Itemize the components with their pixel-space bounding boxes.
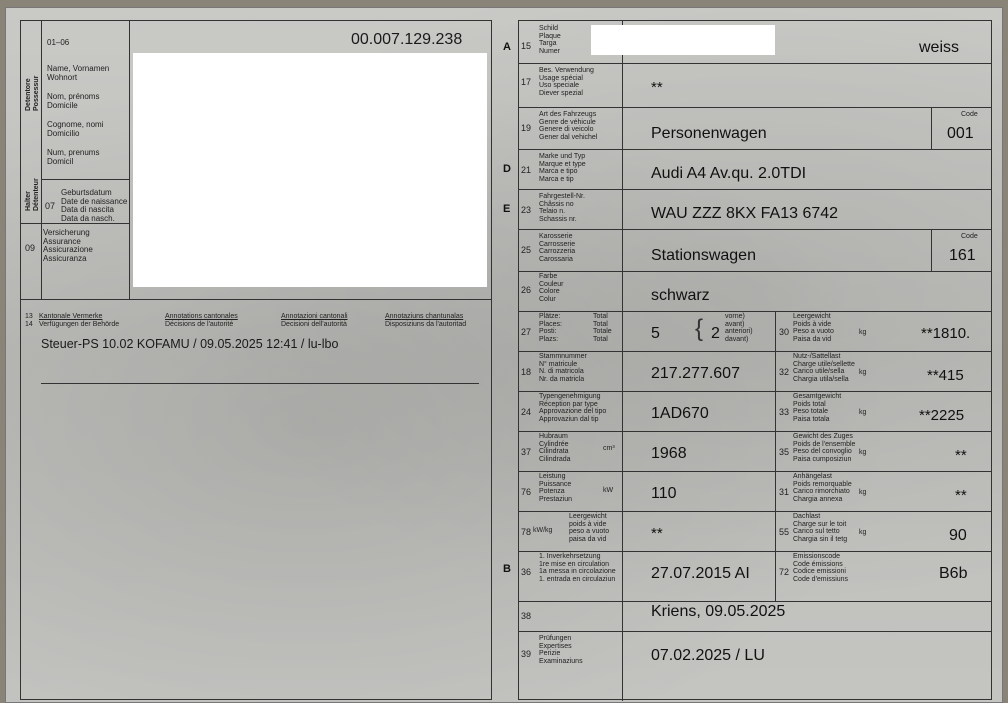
vehicle-panel: [503, 20, 992, 700]
label-seats: Plätze: Places: Posti: Plazs:: [539, 313, 562, 343]
special-use-value: **: [651, 79, 663, 96]
section-letter-a: A: [503, 41, 511, 53]
label-displacement: Hubraum Cylindrée Cilindrata Cilindrada: [539, 433, 571, 463]
field-num-27: 27: [521, 327, 532, 337]
plate-color-value: weiss: [919, 39, 960, 56]
vehicle-kind-value: Personenwagen: [651, 125, 767, 142]
power-weight-value: **: [651, 525, 663, 542]
notes-it: Annotazioni cantonali Decisioni dell'autorità: [281, 313, 348, 328]
field-num-72: 72: [779, 567, 790, 577]
color-value: schwarz: [651, 287, 710, 304]
train-weight-value: **: [955, 447, 967, 464]
label-inspections: Prüfungen Expertises Perizie Examinaziuns: [539, 635, 583, 665]
label-emission-code: Emissionscode Code émissions Codice emissioni Code d'emissiuns: [793, 553, 849, 583]
side-label-detentore: Detentore: [25, 78, 32, 111]
label-color: Farbe Couleur Colore Colur: [539, 273, 564, 303]
field-num-35: 35: [779, 447, 790, 457]
label-insurance: Versicherung Assurance Assicurazione Assicuranza: [43, 228, 93, 263]
field-num-78: 78: [521, 527, 532, 537]
label-master-number: Stammnummer N° matricule N. di matricola Nr. da matricla: [539, 353, 587, 383]
field-code-01: 01–06: [47, 38, 70, 47]
field-num-19: 19: [521, 123, 532, 133]
section-letter-d: D: [503, 163, 511, 175]
side-label-possessur: Possessur: [33, 75, 40, 111]
label-total-weight: Gesamtgewicht Poids total Peso totale Paisa totala: [793, 393, 842, 423]
label-birthdate: Geburtsdatum Date de naissance Data di nascita Data da nasch.: [61, 188, 128, 223]
type-approval-value: 1AD670: [651, 405, 709, 422]
notes-num: 13 14: [25, 313, 33, 328]
field-num-25: 25: [521, 245, 532, 255]
displacement-value: 1968: [651, 445, 687, 462]
label-vehicle-kind: Art des Fahrzeugs Genre de véhicule Genere di veicolo Gener dal vehichel: [539, 111, 598, 141]
section-letter-b: B: [503, 563, 511, 575]
unit-kg-55: kg: [859, 529, 867, 536]
power-value: 110: [651, 485, 677, 502]
unit-kg-33: kg: [859, 409, 867, 416]
master-number-value: 217.277.607: [651, 365, 740, 382]
payload-value: **415: [927, 367, 964, 384]
label-plate: Schild Plaque Targa Numer: [539, 25, 561, 55]
field-num-15: 15: [521, 41, 532, 51]
label-cognome: Cognome, nomi Domicilio: [47, 120, 104, 138]
trailer-load-value: **: [955, 487, 967, 504]
field-num-23: 23: [521, 205, 532, 215]
label-power-weight: Leergewicht poids à vide peso a vuoto paisa da vid: [569, 513, 610, 543]
unit-kg-32: kg: [859, 369, 867, 376]
total-weight-value: **2225: [919, 407, 965, 424]
document-number: 00.007.129.238: [351, 31, 463, 48]
empty-weight-value: **1810.: [921, 325, 971, 342]
steuer-note: Steuer-PS 10.02 KOFAMU / 09.05.2025 12:41 / lu-lbo: [41, 337, 339, 351]
label-chassis: Fahrgestell-Nr. Châssis no Telaio n. Schassis nr.: [539, 193, 585, 223]
roof-load-value: 90: [949, 527, 967, 544]
issue-place-date-value: Kriens, 09.05.2025: [651, 603, 786, 620]
front-seats-value: 2: [711, 325, 720, 342]
side-label-halter: Halter: [25, 191, 32, 211]
unit-kg-30: kg: [859, 329, 867, 336]
label-first-registration: 1. Inverkehrsetzung 1re mise en circulation 1a messa in circolazione 1. entrada en circulaziun: [539, 553, 616, 583]
chassis-value: WAU ZZZ 8KX FA13 6742: [651, 205, 839, 222]
field-num-07: 07: [45, 201, 56, 211]
unit-cm3: cm³: [603, 445, 615, 452]
body-value: Stationswagen: [651, 247, 756, 264]
body-code: 161: [949, 247, 976, 264]
first-registration-value: 27.07.2015 AI: [651, 565, 750, 582]
field-num-36: 36: [521, 567, 532, 577]
field-num-32: 32: [779, 367, 790, 377]
field-num-31: 31: [779, 487, 790, 497]
label-name: Name, Vornamen Wohnort: [47, 64, 110, 82]
redacted-holder-block: [133, 53, 487, 287]
label-special-use: Bes. Verwendung Usage spécial Uso speciale Diever spezial: [539, 67, 594, 97]
side-label-detenteur: Détenteur: [33, 178, 40, 211]
unit-kw: kW: [603, 487, 614, 494]
field-num-37: 37: [521, 447, 532, 457]
label-power: Leistung Puissance Potenza Prestaziun: [539, 473, 573, 503]
field-num-18: 18: [521, 367, 532, 377]
field-num-39: 39: [521, 649, 532, 659]
unit-kw-kg: kW/kg: [533, 527, 553, 534]
field-num-09: 09: [25, 243, 36, 253]
label-empty-weight: Leergewicht Poids à vide Peso a vuoto Paisa da vid: [793, 313, 834, 343]
field-num-30: 30: [779, 327, 790, 337]
holder-panel: [20, 20, 492, 700]
field-num-55: 55: [779, 527, 790, 537]
make-type-value: Audi A4 Av.qu. 2.0TDI: [651, 165, 807, 182]
vehicle-kind-code: 001: [947, 125, 974, 142]
emission-code-value: B6b: [939, 565, 968, 582]
seats-value: 5: [651, 325, 660, 342]
inspection-value: 07.02.2025 / LU: [651, 647, 765, 664]
field-num-33: 33: [779, 407, 790, 417]
field-num-21: 21: [521, 165, 532, 175]
label-make-type: Marke und Typ Marque et type Marca e tipo Marca e tip: [539, 153, 586, 183]
label-num: Num, prenums Domicil: [47, 148, 100, 166]
label-front-seats: vorne) avant) anteriori) davant): [725, 313, 753, 343]
notes-fr: Annotations cantonales Décisions de l'autorité: [165, 313, 238, 328]
field-num-17: 17: [521, 77, 532, 87]
field-num-26: 26: [521, 285, 532, 295]
field-num-76: 76: [521, 487, 532, 497]
label-type-approval: Typengenehmigung Réception par type Approvazione del tipo Approvaziun dal tip: [539, 393, 607, 423]
label-body: Karosserie Carrosserie Carrozzeria Carossaria: [539, 233, 576, 263]
label-roof-load: Dachlast Charge sur le toit Carico sul tetto Chargia sin il tetg: [793, 513, 848, 543]
registration-card: [6, 8, 1002, 702]
code-label-19: Code: [961, 111, 978, 118]
label-seats-total: Total Total Totale Total: [593, 313, 612, 343]
section-letter-e: E: [503, 203, 511, 215]
label-trailer-load: Anhängelast Poids remorquable Carico rimorchiato Chargia annexa: [793, 473, 852, 503]
field-num-24: 24: [521, 407, 532, 417]
label-train-weight: Gewicht des Zuges Poids de l'ensemble Peso del convoglio Paisa cumposiziun: [793, 433, 856, 463]
label-nom: Nom, prénoms Domicile: [47, 92, 100, 110]
field-num-38: 38: [521, 611, 532, 621]
notes-de: Kantonale Vermerke Verfügungen der Behörde: [39, 313, 120, 328]
unit-kg-31: kg: [859, 489, 867, 496]
label-payload: Nutz-/Sattellast Charge utile/sellette Carico utile/sella Chargia utila/sella: [793, 353, 855, 383]
code-label-25: Code: [961, 233, 978, 240]
notes-rm: Annotaziuns chantunalas Disposiziuns da l'autoritad: [385, 313, 467, 328]
redacted-plate: [591, 25, 775, 55]
brace-icon: {: [695, 315, 704, 342]
unit-kg-35: kg: [859, 449, 867, 456]
